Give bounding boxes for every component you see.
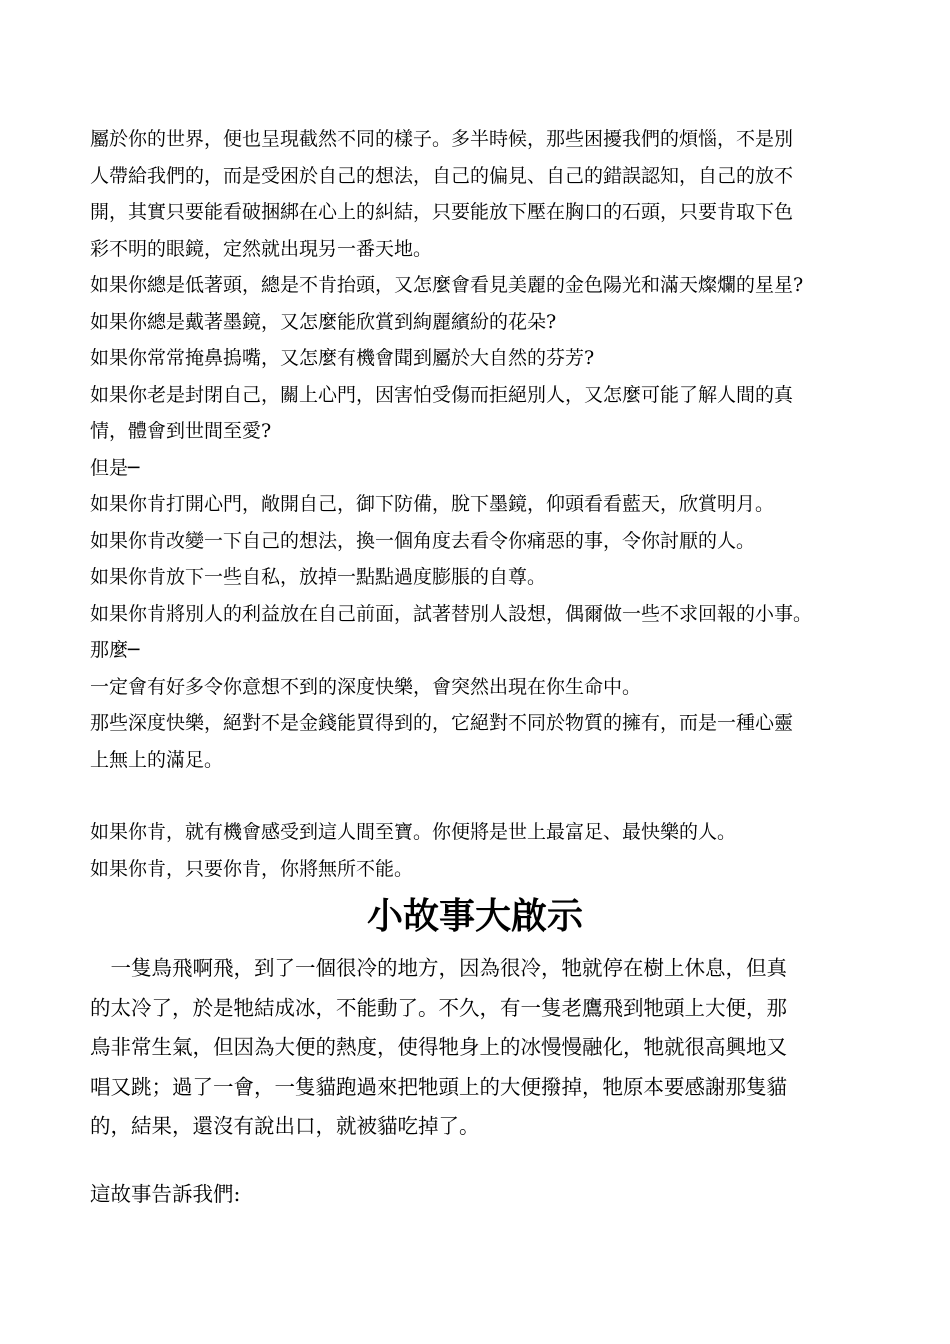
paragraph-line: 情，體會到世間至愛? — [90, 420, 272, 442]
paragraph-line: 如果你常常掩鼻摀嘴，又怎麼有機會聞到屬於大自然的芬芳? — [90, 347, 595, 369]
blank-line — [90, 778, 880, 814]
story-line: 的，結果，還沒有說出口，就被貓吃掉了。 — [90, 1114, 480, 1138]
story-title: 小故事大啟示 — [366, 896, 583, 937]
paragraph-line: 那麼─ — [90, 639, 140, 661]
paragraph-line: 如果你肯放下一些自私，放掉一點點過度膨脹的自尊。 — [90, 566, 547, 588]
story-section — [90, 949, 880, 1214]
paragraph-line: 人帶給我們的，而是受困於自己的想法，自己的偏見、自己的錯誤認知，自己的放不 — [90, 164, 794, 187]
paragraph-line: 那些深度快樂，絕對不是金錢能買得到的，它絕對不同於物質的擁有，而是一種心靈 — [90, 712, 794, 734]
paragraph-line: 一定會有好多令你意想不到的深度快樂，會突然出現在你生命中。 — [90, 675, 642, 698]
paragraph-line: 彩不明的眼鏡，定然就出現另一番天地。 — [90, 237, 433, 260]
paragraph-line: 如果你肯將別人的利益放在自己前面，試著替別人設想，偶爾做一些不求回報的小事。 — [90, 602, 813, 625]
closing-line: 如果你肯，只要你肯，你將無所不能。 — [90, 857, 414, 880]
paragraph-line: 如果你老是封閉自己，關上心門，因害怕受傷而拒絕別人，又怎麼可能了解人間的真 — [90, 383, 794, 406]
paragraph-line: 屬於你的世界，便也呈現截然不同的樣子。多半時候，那些困擾我們的煩惱，不是別 — [90, 128, 794, 150]
paragraph-line: 上無上的滿足。 — [90, 748, 224, 771]
paragraph-line: 如果你總是戴著墨鏡，又怎麼能欣賞到絢麗繽紛的花朵? — [90, 310, 557, 333]
story-line: 唱又跳；過了一會，一隻貓跑過來把牠頭上的大便撥掉，牠原本要感謝那隻貓 — [90, 1074, 787, 1099]
paragraph-line: 如果你肯改變一下自己的想法，換一個角度去看令你痛惡的事，令你討厭的人。 — [90, 529, 756, 552]
document-page — [90, 121, 880, 1214]
story-line: 鳥非常生氣，但因為大便的熱度，使得牠身上的冰慢慢融化，牠就很高興地又 — [90, 1035, 787, 1059]
paragraph-line: 如果你肯打開心門，敞開自己，御下防備，脫下墨鏡，仰頭看看藍天，欣賞明月。 — [90, 493, 775, 515]
essay-section — [90, 121, 880, 887]
moral-intro: 這故事告訴我們: — [90, 1181, 241, 1206]
closing-line: 如果你肯，就有機會感受到這人間至寶。你便將是世上最富足、最快樂的人。 — [90, 821, 737, 843]
paragraph-line: 開，其實只要能看破捆綁在心上的糾結，只要能放下壓在胸口的石頭，只要肯取下色 — [90, 201, 794, 223]
story-line: 的太冷了，於是牠結成冰，不能動了。不久，有一隻老鷹飛到牠頭上大便，那 — [90, 995, 787, 1020]
paragraph-line: 如果你總是低著頭，總是不肯抬頭，又怎麼會看見美麗的金色陽光和滿天燦爛的星星? — [90, 274, 804, 296]
story-line: 一隻鳥飛啊飛，到了一個很冷的地方，因為很冷，牠就停在樹上休息，但真 — [90, 956, 787, 980]
blank-line — [90, 1147, 880, 1175]
paragraph-line: 但是─ — [90, 456, 140, 479]
